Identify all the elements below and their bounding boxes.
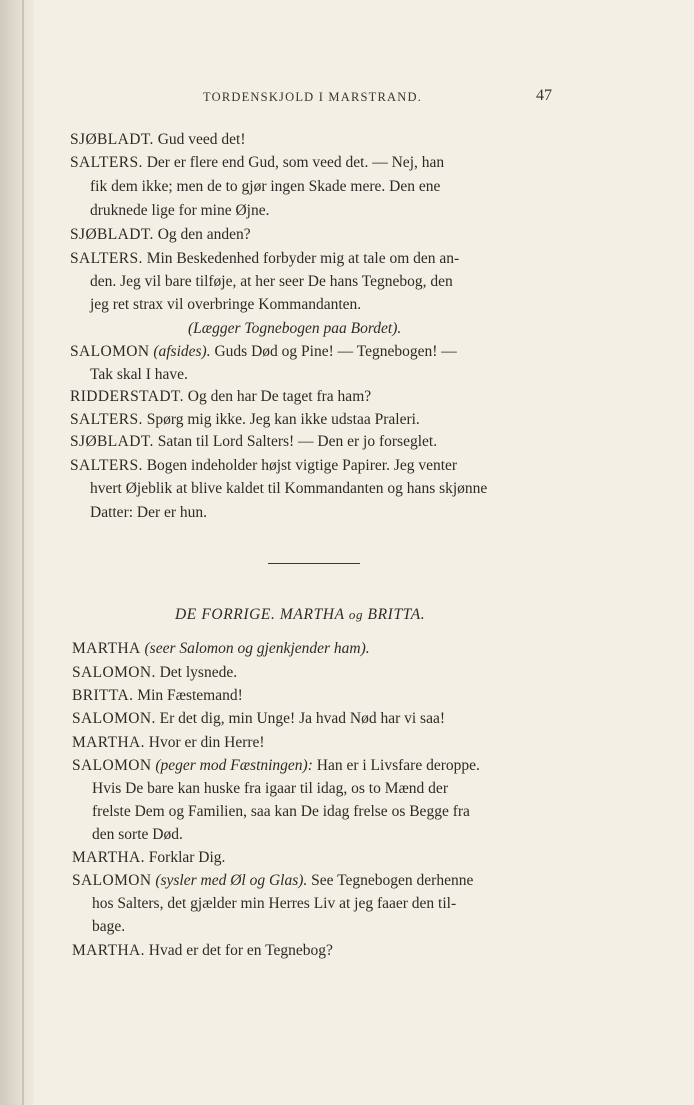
scene-heading xyxy=(175,606,425,624)
stage-direction: (afsides). xyxy=(153,343,211,360)
speaker-name: MARTHA. xyxy=(72,734,145,751)
speaker-name: SALTERS. xyxy=(70,411,143,428)
dialogue-line xyxy=(70,152,444,174)
dialogue-line xyxy=(70,455,457,477)
continuation-line: den sorte Død. xyxy=(92,826,183,843)
speaker-name: MARTHA xyxy=(72,640,141,657)
speaker-name: SALTERS. xyxy=(70,154,143,171)
line-text: Er det dig, min Unge! Ja hvad Nød har vi saa! xyxy=(155,710,445,727)
dialogue-line xyxy=(70,386,371,408)
line-text: Satan til Lord Salters! — Den er jo forseglet. xyxy=(153,433,438,450)
speaker-name: SJØBLADT. xyxy=(70,433,154,450)
speaker-name: SALTERS. xyxy=(70,457,143,474)
speaker-name: SJØBLADT. xyxy=(70,131,154,148)
scene-heading-part: BRITTA. xyxy=(367,606,426,623)
line-text: Hvad er det for en Tegnebog? xyxy=(144,942,333,959)
speaker-name: MARTHA. xyxy=(72,942,145,959)
speaker-name: SALTERS. xyxy=(70,250,143,267)
dialogue-line xyxy=(70,341,457,363)
scene-heading-part: DE FORRIGE. xyxy=(175,606,276,623)
page-gutter xyxy=(0,0,34,1105)
speaker-name: RIDDERSTADT. xyxy=(70,388,184,405)
speaker-name: SALOMON. xyxy=(72,710,156,727)
stage-direction: (sysler med Øl og Glas). xyxy=(155,872,308,889)
line-text: Det lysnede. xyxy=(155,664,238,681)
continuation-line: Tak skal I have. xyxy=(90,366,188,383)
continuation-line: hos Salters, det gjælder min Herres Liv at jeg faaer den til- xyxy=(92,895,457,912)
line-text: Hvor er din Herre! xyxy=(144,734,265,751)
continuation-line: Hvis De bare kan huske fra igaar til idag, os to Mænd der xyxy=(92,780,448,797)
speaker-name: SALOMON. xyxy=(72,664,156,681)
dialogue-line xyxy=(72,708,445,730)
speaker-name: MARTHA. xyxy=(72,849,145,866)
dialogue-line xyxy=(72,847,225,869)
continuation-line: frelste Dem og Familien, saa kan De idag frelse os Begge fra xyxy=(92,803,470,820)
line-text: Guds Død og Pine! — Tegnebogen! — xyxy=(210,343,457,360)
speaker-name: SALOMON xyxy=(70,343,150,360)
continuation-line: jeg ret strax vil overbringe Kommandanten. xyxy=(90,296,362,313)
dialogue-line xyxy=(72,755,480,777)
line-text: Min Beskedenhed forbyder mig at tale om den an- xyxy=(142,250,460,267)
dialogue-line xyxy=(72,685,243,707)
continuation-line: Datter: Der er hun. xyxy=(90,504,208,521)
stage-direction: (seer Salomon og gjenkjender ham). xyxy=(144,640,370,657)
speaker-name: SALOMON xyxy=(72,757,152,774)
line-text: Min Fæstemand! xyxy=(133,687,243,704)
dialogue-line xyxy=(72,940,333,962)
line-text: Han er i Livsfare deroppe. xyxy=(312,757,480,774)
scene-heading-part: og xyxy=(348,607,364,622)
speaker-name: SJØBLADT. xyxy=(70,226,154,243)
line-text: Gud veed det! xyxy=(153,131,246,148)
dialogue-line xyxy=(70,431,437,453)
dialogue-line xyxy=(72,732,265,754)
line-text: Og den har De taget fra ham? xyxy=(183,388,372,405)
line-text: Og den anden? xyxy=(153,226,251,243)
line-text: Spørg mig ikke. Jeg kan ikke udstaa Praleri. xyxy=(142,411,420,428)
line-text: See Tegnebogen derhenne xyxy=(307,872,474,889)
stage-direction: (peger mod Fæstningen): xyxy=(155,757,313,774)
dialogue-line xyxy=(72,662,237,684)
continuation-line: hvert Øjeblik at blive kaldet til Kommandanten og hans skjønne xyxy=(90,480,488,497)
speaker-name: SALOMON xyxy=(72,872,152,889)
line-text: Der er flere end Gud, som veed det. — Nej, han xyxy=(142,154,445,171)
continuation-line: fik dem ikke; men de to gjør ingen Skade mere. Den ene xyxy=(90,178,441,195)
dialogue-line xyxy=(70,248,459,270)
line-text: Bogen indeholder højst vigtige Papirer. Jeg venter xyxy=(142,457,458,474)
stage-direction: (Lægger Tognebogen paa Bordet). xyxy=(188,320,402,337)
continuation-line: bage. xyxy=(92,918,126,935)
line-text: Forklar Dig. xyxy=(144,849,226,866)
scene-divider xyxy=(268,563,360,564)
continuation-line: den. Jeg vil bare tilføje, at her seer De hans Tegnebog, den xyxy=(90,273,453,290)
scene-heading-part: MARTHA xyxy=(279,606,345,623)
continuation-line: druknede lige for mine Øjne. xyxy=(90,202,270,219)
running-head: TORDENSKJOLD I MARSTRAND. xyxy=(203,90,423,104)
binding-edge xyxy=(22,0,24,1105)
page-number: 47 xyxy=(536,87,552,104)
dialogue-line xyxy=(70,224,251,246)
dialogue-line xyxy=(70,129,246,151)
dialogue-line xyxy=(72,870,473,892)
dialogue-line xyxy=(72,638,370,660)
dialogue-line xyxy=(70,409,420,431)
speaker-name: BRITTA. xyxy=(72,687,134,704)
